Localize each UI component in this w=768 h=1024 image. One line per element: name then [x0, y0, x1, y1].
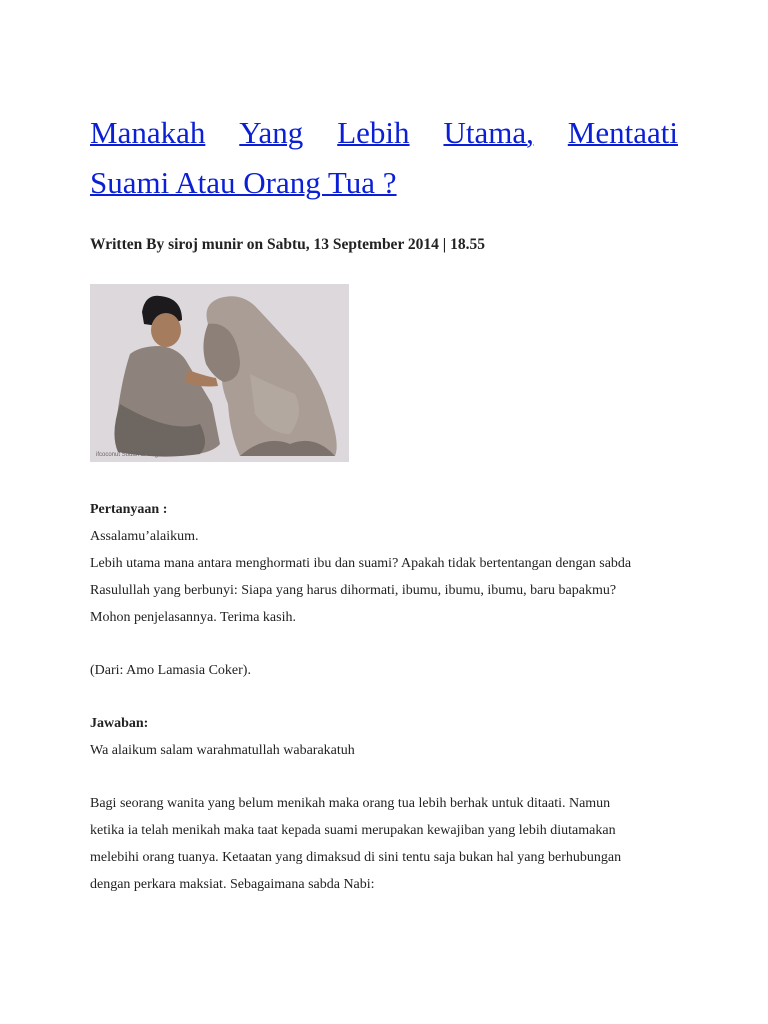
answer-line: Bagi seorang wanita yang belum menikah maka orang tua lebih berhak untuk ditaati. Namun	[90, 796, 611, 811]
title-line-1	[90, 108, 678, 158]
title-word: Lebih	[337, 115, 410, 150]
answer-greeting: Wa alaikum salam warahmatullah wabarakatuh	[90, 743, 355, 758]
question-line: Lebih utama mana antara menghormati ibu dan suami? Apakah tidak bertentangan dengan sabda	[90, 556, 632, 571]
photo-illustration	[90, 284, 349, 462]
question-source: (Dari: Amo Lamasia Coker).	[90, 663, 251, 678]
question-line: Mohon penjelasannya. Terima kasih.	[90, 610, 296, 625]
title-line-2: Suami Atau Orang Tua ?	[90, 165, 397, 200]
article-photo	[90, 284, 349, 462]
photo-watermark: ifcoconut Sudah di Ungah	[96, 452, 165, 458]
article-title	[90, 108, 678, 208]
title-word: Yang	[239, 115, 304, 150]
answer-line: dengan perkara maksiat. Sebagaimana sabda Nabi:	[90, 877, 375, 892]
question-line: Assalamu’alaikum.	[90, 529, 199, 544]
answer-line: melebihi orang tuanya. Ketaatan yang dimaksud di sini tentu saja bukan hal yang berhubungan	[90, 850, 622, 865]
title-word: Manakah	[90, 115, 206, 150]
article-byline: Written By siroj munir on Sabtu, 13 September 2014 | 18.55	[90, 236, 485, 253]
answer-heading: Jawaban:	[90, 716, 149, 731]
question-heading: Pertanyaan :	[90, 502, 168, 517]
article-body	[90, 496, 690, 898]
question-line: Rasulullah yang berbunyi: Siapa yang harus dihormati, ibumu, ibumu, ibumu, baru bapakmu?	[90, 583, 617, 598]
answer-line: ketika ia telah menikah maka taat kepada suami merupakan kewajiban yang lebih diutamakan	[90, 823, 616, 838]
title-word: Mentaati	[567, 115, 678, 150]
title-word: Utama,	[443, 115, 534, 150]
article-title-link[interactable]	[90, 108, 678, 208]
